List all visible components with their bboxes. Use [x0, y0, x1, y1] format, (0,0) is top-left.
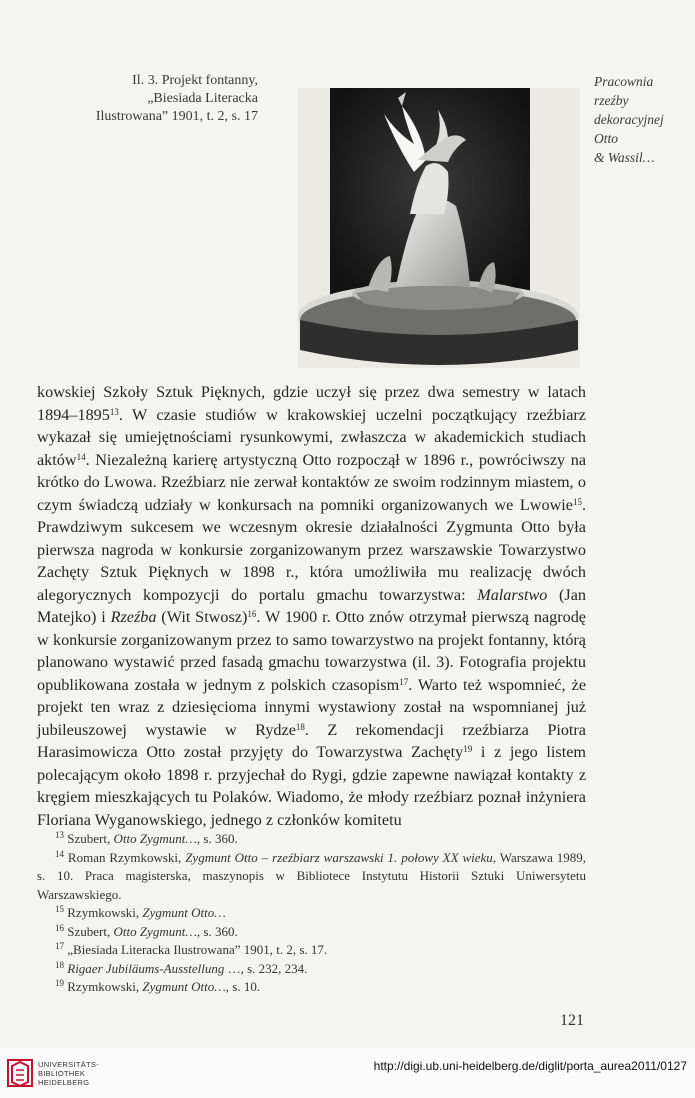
footnote-italic: Rigaer Jubiläums-Ausstellung [67, 960, 225, 976]
footnote-text: …, s. 232, 234. [224, 960, 308, 976]
footnote-ref: 18 [295, 721, 305, 732]
running-head [594, 72, 694, 167]
caption-line: Il. 3. Projekt fontanny, [132, 73, 258, 88]
italic-title: Rzeźba [110, 608, 157, 626]
footnote-14 [37, 849, 586, 905]
footnote-18 [37, 960, 586, 979]
footnote-ref: 19 [463, 744, 473, 754]
footnote-text: , Warszawa 1989, s. 10. Praca magisterska, maszynopis w Bibliotece Instytutu Historii Sztuki Uniwersytetu Warszawskiego. [37, 849, 587, 902]
text-run: (Wit Stwosz) [156, 608, 248, 626]
library-name-line: BIBLIOTHEK [38, 1069, 86, 1078]
footnote-16 [37, 923, 586, 942]
text-run: . W czasie studiów w krakowskiej uczelni początkujący rzeźbiarz wykazał się umiejętnościami rysunkowymi, zwłaszcza w akademickich studiach aktów [37, 405, 586, 469]
footnote-text: , s. 10. [225, 979, 261, 994]
running-head-line: dekoracyjnej [594, 112, 664, 127]
footnote-15 [37, 904, 586, 923]
text-run: i z jego listem polecającym około 1898 r. przyjechał do Rygi, gdzie zapewne nawiązał kontakty z kręgiem mieszkających tu Polaków. Wiadomo, że młody rzeźbiarz poznał inżyniera Floriana Wyganowskiego, jednego z członków komitetu [37, 743, 586, 829]
footnote-number: 17 [55, 941, 64, 951]
text-run: kowskiej Szkoły Sztuk Pięknych, gdzie uczył się przez dwa semestry w latach 1894–1895 [37, 383, 586, 424]
footnote-ref: 16 [247, 609, 257, 619]
library-name-line: UNIVERSITÄTS- [38, 1060, 99, 1069]
footnote-text: Rzymkowski, [64, 905, 143, 920]
italic-title: Malarstwo [477, 585, 548, 604]
footnote-number: 16 [55, 922, 64, 933]
library-name [38, 1060, 99, 1087]
footnote-ref: 17 [399, 676, 409, 687]
text-run: . Z rekomendacji rzeźbiarza Piotra Harasimowicza Otto został przyjęty do Towarzystwa Zachęty [37, 720, 586, 761]
footnote-text: „Biesiada Literacka Ilustrowana” 1901, t. 2, s. 17. [64, 942, 328, 957]
footnote-ref: 14 [76, 451, 86, 462]
source-url-link[interactable]: http://digi.ub.uni-heidelberg.de/diglit/porta_aurea2011/0127 [373, 1059, 687, 1073]
fountain-photo-image [298, 88, 580, 368]
text-run: (Jan Matejko) i [37, 585, 586, 626]
footnote-number: 19 [55, 978, 64, 988]
footnote-13 [37, 830, 586, 849]
footnote-number: 15 [55, 904, 64, 914]
footnote-19 [37, 978, 586, 997]
running-head-line: rzeźby [594, 93, 629, 108]
text-run: . Prawdziwym sukcesem we wczesnym okresie działalności Zygmunta Otto była pierwsza nagroda w konkursie zorganizowanym przez warszawskie Towarzystwo Zachęty Sztuk Pięknych w 1898 r., która umożliwiła mu realizację dwóch alegorycznych kompozycji do portalu gmachu towarzystwa: [37, 495, 586, 604]
footnote-text: Szubert, [64, 923, 114, 939]
footnote-17 [37, 941, 586, 960]
footnote-italic: Zygmunt Otto – rzeźbiarz warszawski 1. połowy XX wieku [185, 849, 493, 865]
footnote-ref: 13 [109, 406, 119, 417]
footnote-number: 18 [55, 959, 64, 970]
caption-line: „Biesiada Literacka [147, 91, 258, 106]
fountain-photo [298, 88, 580, 368]
text-run: . Warto też wspomnieć, że projekt ten wraz z dziesięcioma innymi wystawiony został na wspomnianej już jubileuszowej wystawie w Rydze [37, 675, 586, 739]
footnote-number: 13 [55, 830, 64, 840]
main-text [37, 381, 586, 831]
footnote-text: Roman Rzymkowski, [64, 849, 186, 865]
footnote-italic: Zygmunt Otto… [142, 905, 226, 920]
caption-line: Ilustrowana” 1901, t. 2, s. 17 [95, 109, 258, 124]
footnotes [37, 830, 586, 997]
footnote-ref: 15 [572, 496, 582, 507]
library-name-line: HEIDELBERG [38, 1078, 90, 1087]
page-number: 121 [560, 1012, 584, 1029]
running-head-line: Pracownia [594, 74, 654, 89]
figure-caption [38, 72, 258, 126]
footnote-number: 14 [55, 848, 64, 859]
footnote-text: , s. 360. [196, 923, 238, 939]
footnote-italic: Otto Zygmunt… [113, 923, 197, 939]
footnote-text: Rzymkowski, [64, 979, 143, 994]
running-head-line: Otto [594, 131, 619, 146]
library-seal-icon [6, 1056, 34, 1090]
text-run: . Niezależną karierę artystyczną Otto rozpoczął w 1896 r., powróciwszy na krótko do Lwowa. Rzeźbiarz nie zerwał kontaktów ze swoim rodzinnym miastem, o czym świadczą udziały w konkursach na pomniki organizowanych we Lwowie [37, 450, 586, 514]
paragraph [37, 381, 586, 831]
footnote-text: Szubert, [64, 831, 114, 846]
footnote-text: , s. 360. [196, 831, 238, 846]
footnote-italic: Otto Zygmunt… [113, 831, 197, 846]
running-head-line: & Wassil… [594, 150, 655, 165]
library-logo[interactable] [6, 1054, 116, 1094]
text-run: . W 1900 r. Otto znów otrzymał pierwszą nagrodę w konkursie zorganizowanym przez to samo towarzystwo na projekt fontanny, którą planowano wystawić przed fasadą gmachu towarzystwa (il. 3). Fotografia projektu opublikowana została w jednym z polskich czasopism [37, 608, 586, 694]
footnote-italic: Zygmunt Otto… [142, 979, 226, 994]
